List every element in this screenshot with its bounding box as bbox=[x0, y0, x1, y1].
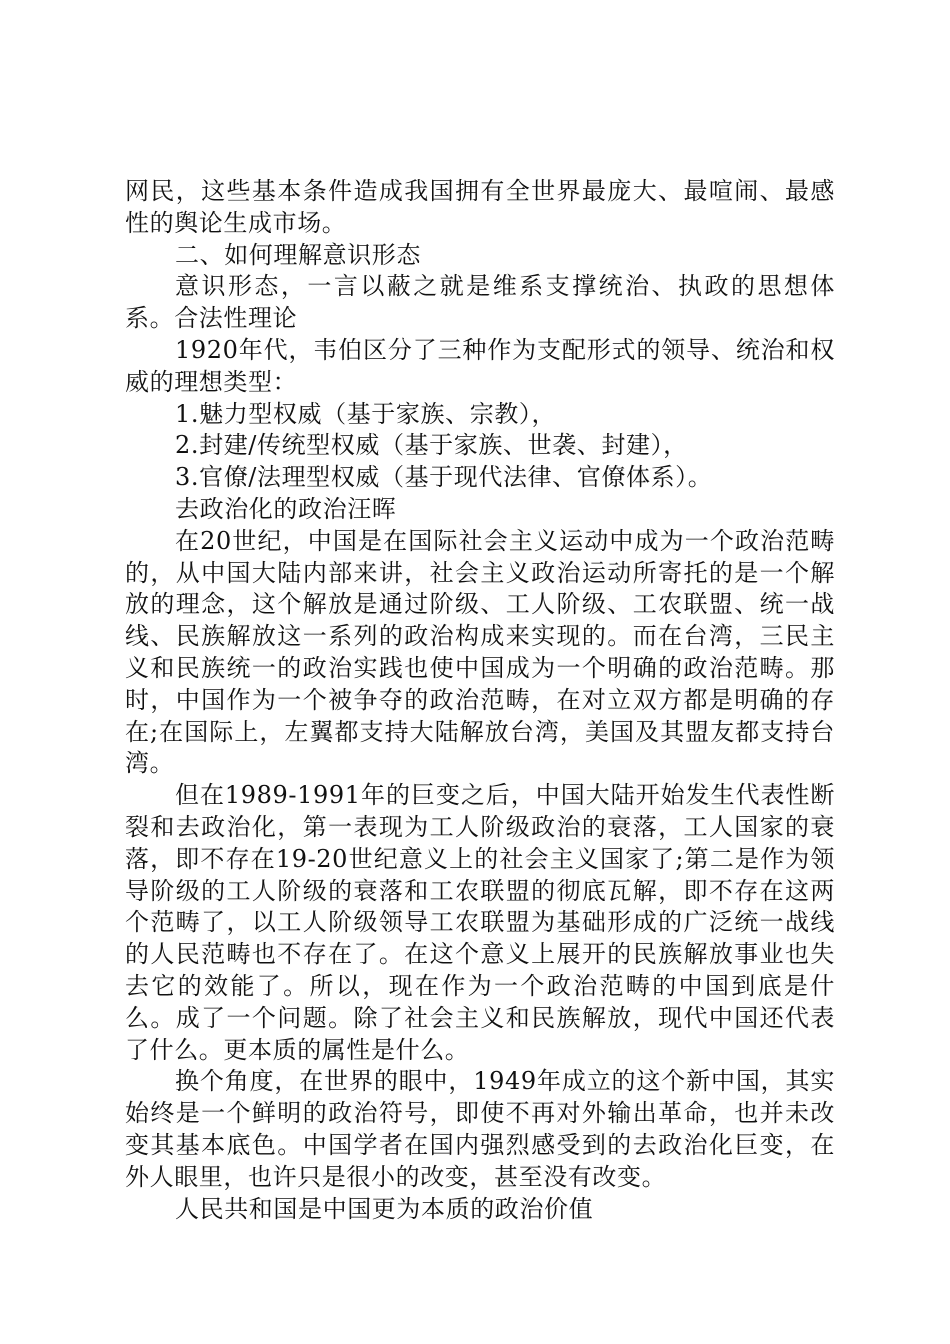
list-item: 2.封建/传统型权威（基于家族、世袭、封建）， bbox=[175, 431, 688, 460]
paragraph: 换个角度，在世界的眼中，1949年成立的这个新中国，其实始终是一个鲜明的政治符号，即使不再对外输出革命，也并未改变其基本底色。中国学者在国内强烈感受到的去政治化巨变，在外人眼里，也许只是很小的改变，甚至没有改变。 bbox=[125, 1067, 835, 1191]
paragraph: 1920年代，韦伯区分了三种作为支配形式的领导、统治和权威的理想类型： bbox=[125, 335, 835, 396]
paragraph: 但在1989-1991年的巨变之后，中国大陆开始发生代表性断裂和去政治化，第一表现为工人阶级政治的衰落，工人国家的衰落，即不存在19-20世纪意义上的社会主义国家了;第二是作为领导阶级的工人阶级的衰落和工农联盟的彻底瓦解，即不存在这两个范畴了，以工人阶级领导工农联盟为基础形成的广泛统一战线的人民范畴也不存在了。在这个意义上展开的民族解放事业也失去它的效能了。所以，现在作为一个政治范畴的中国到底是什么。成了一个问题。除了社会主义和民族解放，现代中国还代表了什么。更本质的属性是什么。 bbox=[125, 781, 835, 1064]
subheading: 去政治化的政治汪晖 bbox=[175, 494, 397, 523]
paragraph: 在20世纪，中国是在国际社会主义运动中成为一个政治范畴的，从中国大陆内部来讲，社会主义政治运动所寄托的是一个解放的理念，这个解放是通过阶级、工人阶级、工农联盟、统一战线、民族解放这一系列的政治构成来实现的。而在台湾，三民主义和民族统一的政治实践也使中国成为一个明确的政治范畴。那时，中国作为一个被争夺的政治范畴，在对立双方都是明确的存在;在国际上，左翼都支持大陆解放台湾，美国及其盟友都支持台湾。 bbox=[125, 526, 835, 778]
paragraph: 网民，这些基本条件造成我国拥有全世界最庞大、最喧闹、最感性的舆论生成市场。 bbox=[125, 177, 835, 237]
paragraph: 意识形态，一言以蔽之就是维系支撑统治、执政的思想体系。合法性理论 bbox=[125, 272, 835, 333]
document-body bbox=[125, 176, 835, 1225]
section-heading: 二、如何理解意识形态 bbox=[175, 240, 421, 269]
subheading: 人民共和国是中国更为本质的政治价值 bbox=[175, 1194, 594, 1223]
list-item: 1.魅力型权威（基于家族、宗教）， bbox=[175, 399, 557, 428]
list-item: 3.官僚/法理型权威（基于现代法律、官僚体系）。 bbox=[175, 463, 713, 492]
